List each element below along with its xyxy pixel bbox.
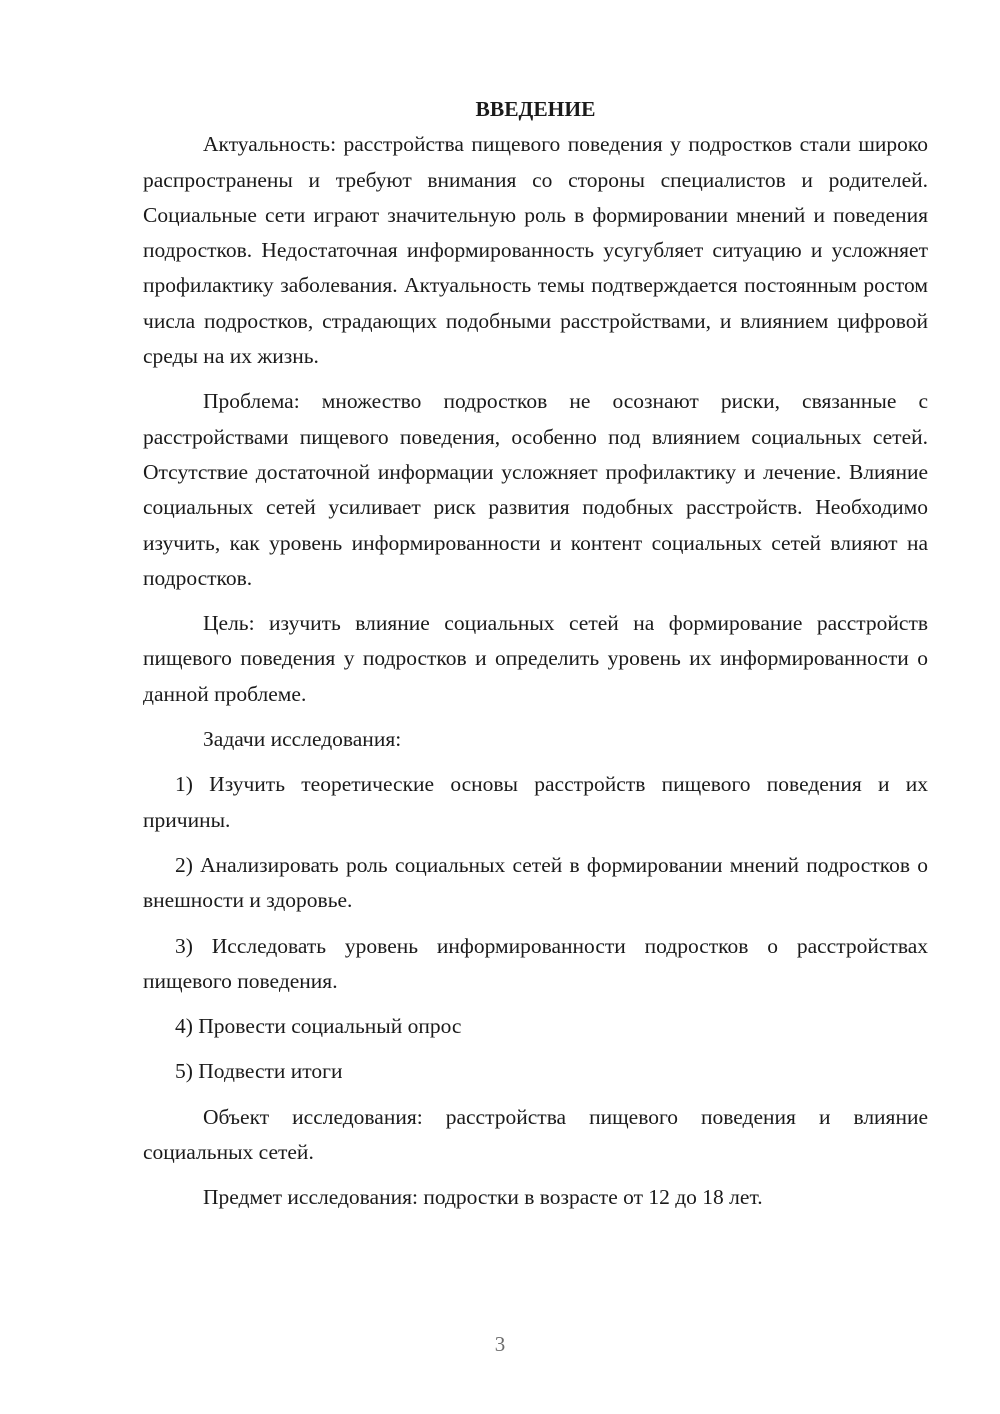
goal-paragraph: Цель: изучить влияние социальных сетей на формирование расстройств пищевого поведения у подростков и определить уровень их информированности о данной проблеме. (143, 611, 928, 706)
problem-paragraph: Проблема: множество подростков не осознают риски, связанные с расстройствами пищевого поведения, особенно под влиянием социальных сетей. Отсутствие достаточной информации усложняет профилактику и лечение. Влияние социальных сетей усиливает риск развития подобных расстройств. Необходимо изучить, как уровень информированности и контент социальных сетей влияют на подростков. (143, 389, 928, 590)
page-number: 3 (494, 1332, 506, 1356)
task-item-5: 5) Подвести итоги (175, 1059, 343, 1084)
task-item-4: 4) Провести социальный опрос (175, 1014, 462, 1039)
tasks-heading: Задачи исследования: (203, 727, 402, 752)
page-title: ВВЕДЕНИЕ (475, 97, 596, 121)
task-item-2: 2) Анализировать роль социальных сетей в формировании мнений подростков о внешности и здоровье. (143, 852, 928, 913)
task-item-1: 1) Изучить теоретические основы расстройств пищевого поведения и их причины. (143, 772, 928, 832)
relevance-paragraph: Актуальность: расстройства пищевого поведения у подростков стали широко распространены и требуют внимания со стороны специалистов и родителей. Социальные сети играют значительную роль в формировании мнений и поведения подростков. Недостаточная информированность усугубляет ситуацию и усложняет профилактику заболевания. Актуальность темы подтверждается постоянным ростом числа подростков, страдающих подобными расстройствами, и влиянием цифровой среды на их жизнь. (143, 132, 928, 369)
task-item-3: 3) Исследовать уровень информированности подростков о расстройствах пищевого поведения. (143, 933, 928, 993)
document-page (143, 92, 928, 1216)
object-paragraph: Объект исследования: расстройства пищевого поведения и влияние социальных сетей. (143, 1104, 928, 1165)
subject-paragraph: Предмет исследования: подростки в возрасте от 12 до 18 лет. (203, 1185, 763, 1210)
